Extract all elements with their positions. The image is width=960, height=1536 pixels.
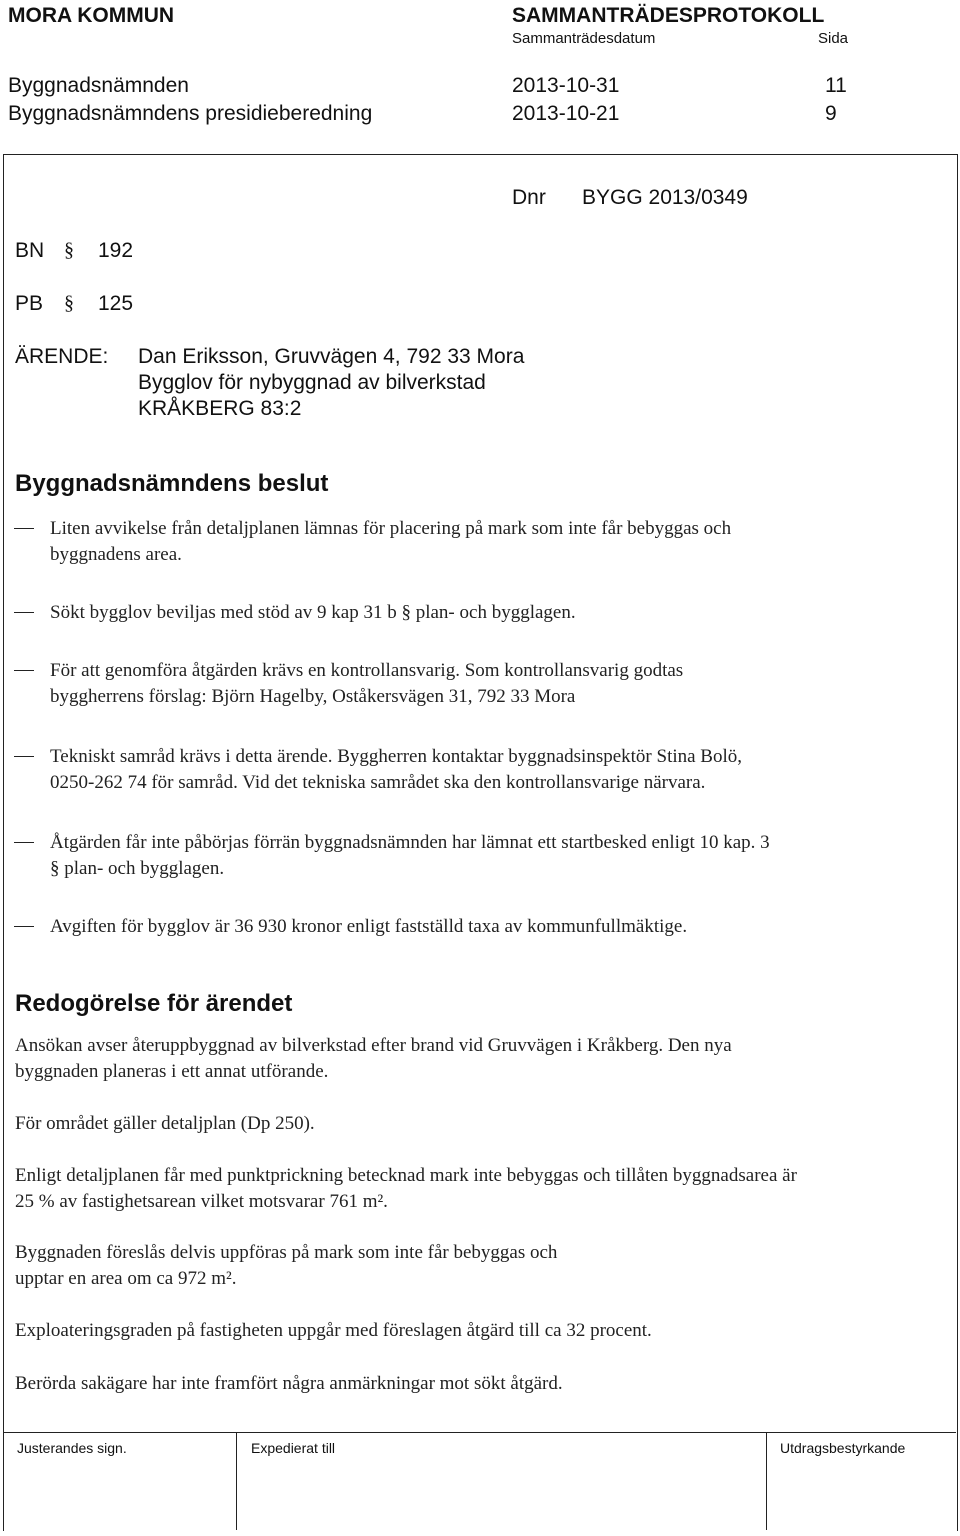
footer-divider: [4, 1432, 956, 1433]
presidium-page: 9: [825, 102, 837, 125]
decision-line: byggherrens förslag: Björn Hagelby, Oståkersvägen 31, 792 33 Mora: [50, 686, 576, 707]
committee-date: 2013-10-31: [512, 74, 620, 97]
paragraph: [15, 1033, 915, 1085]
paragraph: [15, 1240, 915, 1292]
committee-page: 11: [825, 74, 847, 97]
decision-line: § plan- och bygglagen.: [50, 858, 225, 879]
dash-icon: [14, 528, 34, 529]
beslut-heading: Byggnadsnämndens beslut: [15, 470, 329, 497]
paragraph-line: Enligt detaljplanen får med punktprickning betecknad mark inte bebyggas och tillåten byggnadsarea är: [15, 1165, 797, 1186]
presidium-date: 2013-10-21: [512, 102, 620, 125]
decision-line: Sökt bygglov beviljas med stöd av 9 kap 31 b § plan- och bygglagen.: [50, 602, 576, 623]
dnr-label: Dnr: [512, 186, 546, 209]
dash-icon: [14, 842, 34, 843]
paragraph-line: För området gäller detaljplan (Dp 250).: [15, 1113, 315, 1134]
paragraph-line: upptar en area om ca 972 m².: [15, 1268, 237, 1289]
paragraph-line: Exploateringsgraden på fastigheten uppgår med föreslagen åtgärd till ca 32 procent.: [15, 1320, 652, 1341]
arende-line: Dan Eriksson, Gruvvägen 4, 792 33 Mora: [138, 345, 525, 368]
committee-name: Byggnadsnämnden: [8, 74, 189, 97]
paragraph: [15, 1318, 915, 1344]
ref-code-pb: PB: [15, 292, 44, 315]
section-sign-icon: §: [64, 239, 74, 261]
date-label: Sammanträdesdatum: [512, 30, 656, 47]
footer-expedierat-label: Expedierat till: [251, 1440, 336, 1456]
arende-line: KRÅKBERG 83:2: [138, 397, 302, 420]
paragraph-line: 25 % av fastighetsarean vilket motsvarar 761 m².: [15, 1191, 388, 1212]
dash-icon: [14, 612, 34, 613]
decision-line: Tekniskt samråd krävs i detta ärende. Byggherren kontaktar byggnadsinspektör Stina Bolö,: [50, 746, 743, 767]
document-type: SAMMANTRÄDESPROTOKOLL: [512, 4, 825, 27]
dash-icon: [14, 756, 34, 757]
redogorelse-heading: Redogörelse för ärendet: [15, 990, 293, 1017]
ref-number-bn: 192: [98, 239, 134, 262]
dash-icon: [14, 670, 34, 671]
dash-icon: [14, 926, 34, 927]
footer-column-divider: [766, 1432, 767, 1530]
decision-line: Åtgärden får inte påbörjas förrän byggnadsnämnden har lämnat ett startbesked enligt 10 kap. 3: [50, 832, 770, 853]
decision-line: För att genomföra åtgärden krävs en kontrollansvarig. Som kontrollansvarig godtas: [50, 660, 684, 681]
decision-line: 0250-262 74 för samråd. Vid det tekniska samrådet ska den kontrollansvarige närvara.: [50, 772, 706, 793]
footer-utdrag-label: Utdragsbestyrkande: [780, 1440, 906, 1456]
footer-column-divider: [236, 1432, 237, 1530]
arende-label: ÄRENDE:: [15, 345, 109, 368]
org-name: MORA KOMMUN: [8, 4, 175, 27]
page-label: Sida: [818, 30, 849, 47]
ref-code-bn: BN: [15, 239, 45, 262]
decision-line: byggnadens area.: [50, 544, 182, 565]
decision-line: Avgiften för bygglov är 36 930 kronor enligt fastställd taxa av kommunfullmäktige.: [50, 916, 688, 937]
presidium-name: Byggnadsnämndens presidieberedning: [8, 102, 373, 125]
paragraph-line: Ansökan avser återuppbyggnad av bilverkstad efter brand vid Gruvvägen i Kråkberg. Den nya: [15, 1035, 732, 1056]
ref-number-pb: 125: [98, 292, 134, 315]
footer-justerandes-label: Justerandes sign.: [17, 1440, 127, 1456]
arende-line: Bygglov för nybyggnad av bilverkstad: [138, 371, 486, 394]
paragraph-line: byggnaden planeras i ett annat utförande.: [15, 1061, 329, 1082]
dnr-value: BYGG 2013/0349: [582, 186, 748, 209]
paragraph-line: Berörda sakägare har inte framfört några anmärkningar mot sökt åtgärd.: [15, 1373, 563, 1394]
paragraph: [15, 1163, 915, 1215]
paragraph: [15, 1371, 915, 1397]
paragraph-line: Byggnaden föreslås delvis uppföras på mark som inte får bebyggas och: [15, 1242, 558, 1263]
decision-line: Liten avvikelse från detaljplanen lämnas för placering på mark som inte får bebyggas och: [50, 518, 732, 539]
paragraph: [15, 1111, 915, 1137]
section-sign-icon: §: [64, 292, 74, 314]
